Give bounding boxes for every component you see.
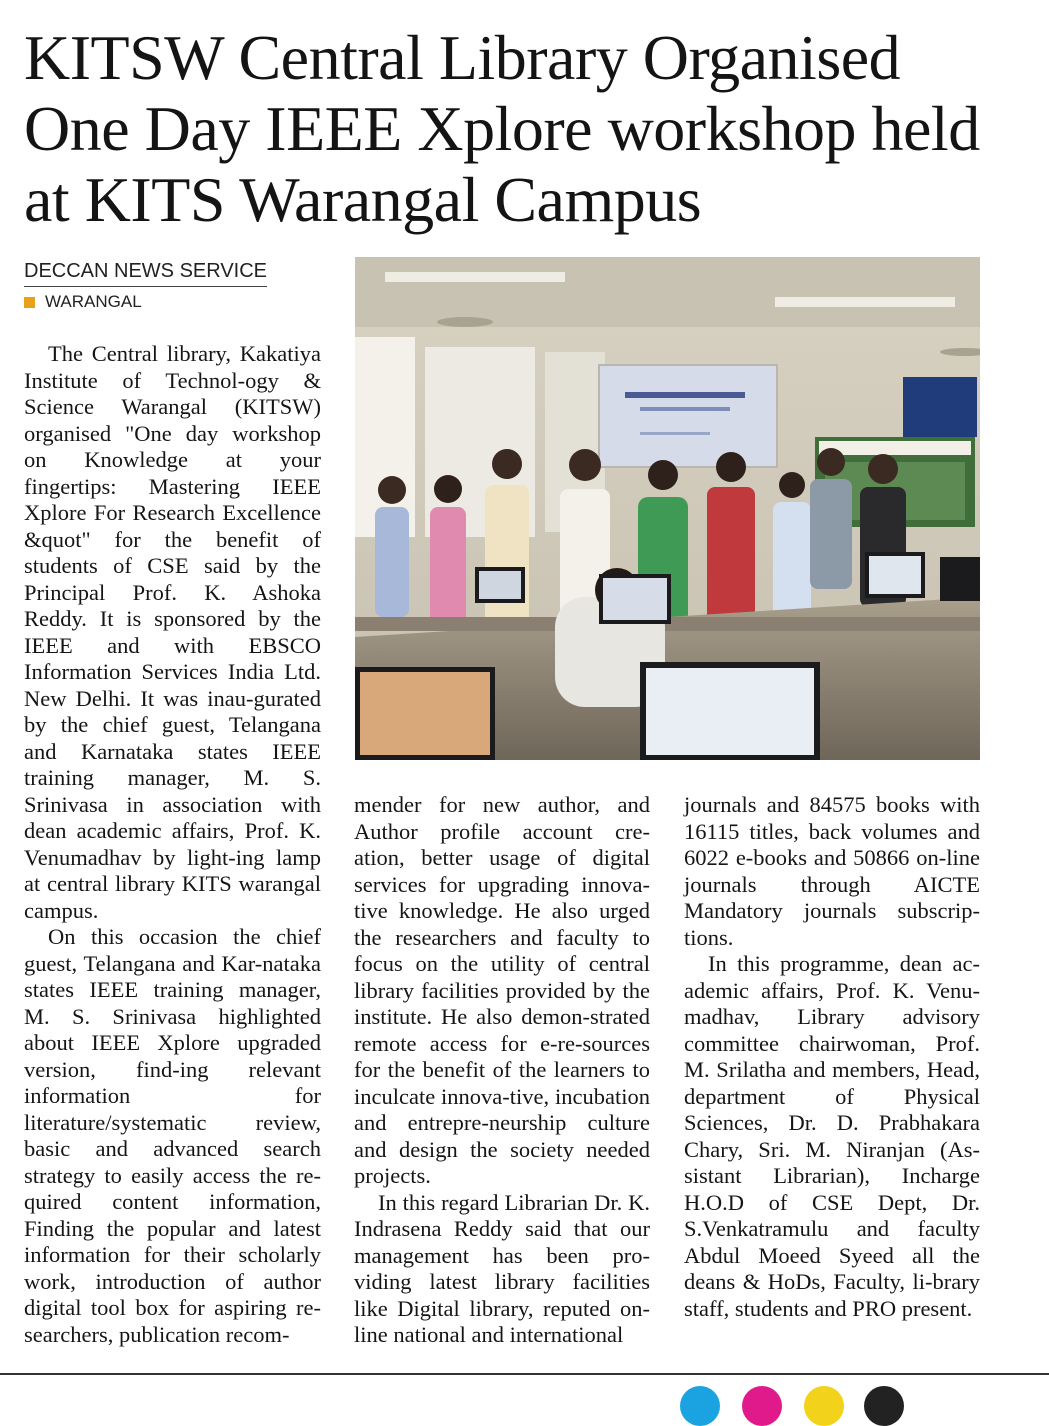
column-2-paragraph-2: In this regard Librarian Dr. K. Indrasena Reddy said that our management has been pro-viding latest library facilities like Digital library, reputed on-line national and international bbox=[354, 1189, 650, 1347]
headline-line-2: One Day IEEE Xplore workshop held bbox=[24, 93, 980, 164]
dateline-square-icon bbox=[24, 297, 35, 308]
dateline bbox=[24, 292, 142, 312]
article-column-3 bbox=[684, 792, 980, 1322]
byline: DECCAN NEWS SERVICE bbox=[24, 260, 267, 287]
registration-mark-cyan bbox=[680, 1386, 720, 1426]
column-1-paragraph-1: The Central library, Kakatiya Institute of Technol-ogy & Science Warangal (KITSW) organised "One day workshop on Knowledge at your fingertips: Mastering IEEE Xplore For Research Excellence &quot" for the benefit of students of CSE said by the Principal Prof. K. Ashoka Reddy. It is sponsored by the IEEE and with EBSCO Information Services India Ltd. New Delhi. It was inau-gurated by the chief guest, Telangana and Karnataka states IEEE training manager, M. S. Srinivasa in association with dean academic affairs, Prof. K. Venumadhav by light-ing lamp at central library KITS warangal campus. bbox=[24, 341, 321, 923]
article-column-1 bbox=[24, 341, 321, 1348]
registration-mark-magenta bbox=[742, 1386, 782, 1426]
headline-line-1: KITSW Central Library Organised bbox=[24, 22, 901, 93]
headline-line-3: at KITS Warangal Campus bbox=[24, 164, 702, 235]
dateline-text: WARANGAL bbox=[45, 292, 142, 311]
page-bottom-rule bbox=[0, 1373, 1049, 1375]
group-photo-icon bbox=[355, 257, 980, 760]
registration-mark-black bbox=[864, 1386, 904, 1426]
registration-mark-yellow bbox=[804, 1386, 844, 1426]
column-1-paragraph-2: On this occasion the chief guest, Telangana and Kar-nataka states IEEE training manager, M. S. Srinivasa highlighted about IEEE Xplore upgraded version, find-ing relevant information for literature/systematic review, basic and advanced search strategy to easily access the re-quired content information, Finding the popular and latest information for their scholarly work, introduction of author digital tool box for aspiring re-searchers, publication recom- bbox=[24, 924, 321, 1347]
column-3-paragraph-2: In this programme, dean ac-ademic affairs, Prof. K. Venu-madhav, Library advisory committee chairwoman, Prof. M. Srilatha and members, Head, department of Physical Sciences, Dr. D. Prabhakara Chary, Sri. M. Niranjan (As-sistant Librarian), Incharge H.O.D of CSE Dept, Dr. S.Venkatramulu and faculty Abdul Moeed Syeed all the deans & HoDs, Faculty, li-brary staff, students and PRO present. bbox=[684, 951, 980, 1321]
headline bbox=[24, 22, 1024, 235]
column-2-paragraph-1: mender for new author, and Author profile account cre-ation, better usage of digital services for upgrading innova-tive knowledge. He also urged the researchers and faculty to focus on the utility of central library facilities provided by the institute. He also demon-strated remote access for e-re-sources for the benefit of the learners to inculcate innova-tive, incubation and entrepre-neurship culture and design the society needed projects. bbox=[354, 792, 650, 1188]
group-photo bbox=[355, 257, 980, 760]
article-column-2 bbox=[354, 792, 650, 1349]
column-3-paragraph-1: journals and 84575 books with 16115 titles, back volumes and 6022 e-books and 50866 on-line journals through AICTE Mandatory journals subscrip-tions. bbox=[684, 792, 980, 950]
